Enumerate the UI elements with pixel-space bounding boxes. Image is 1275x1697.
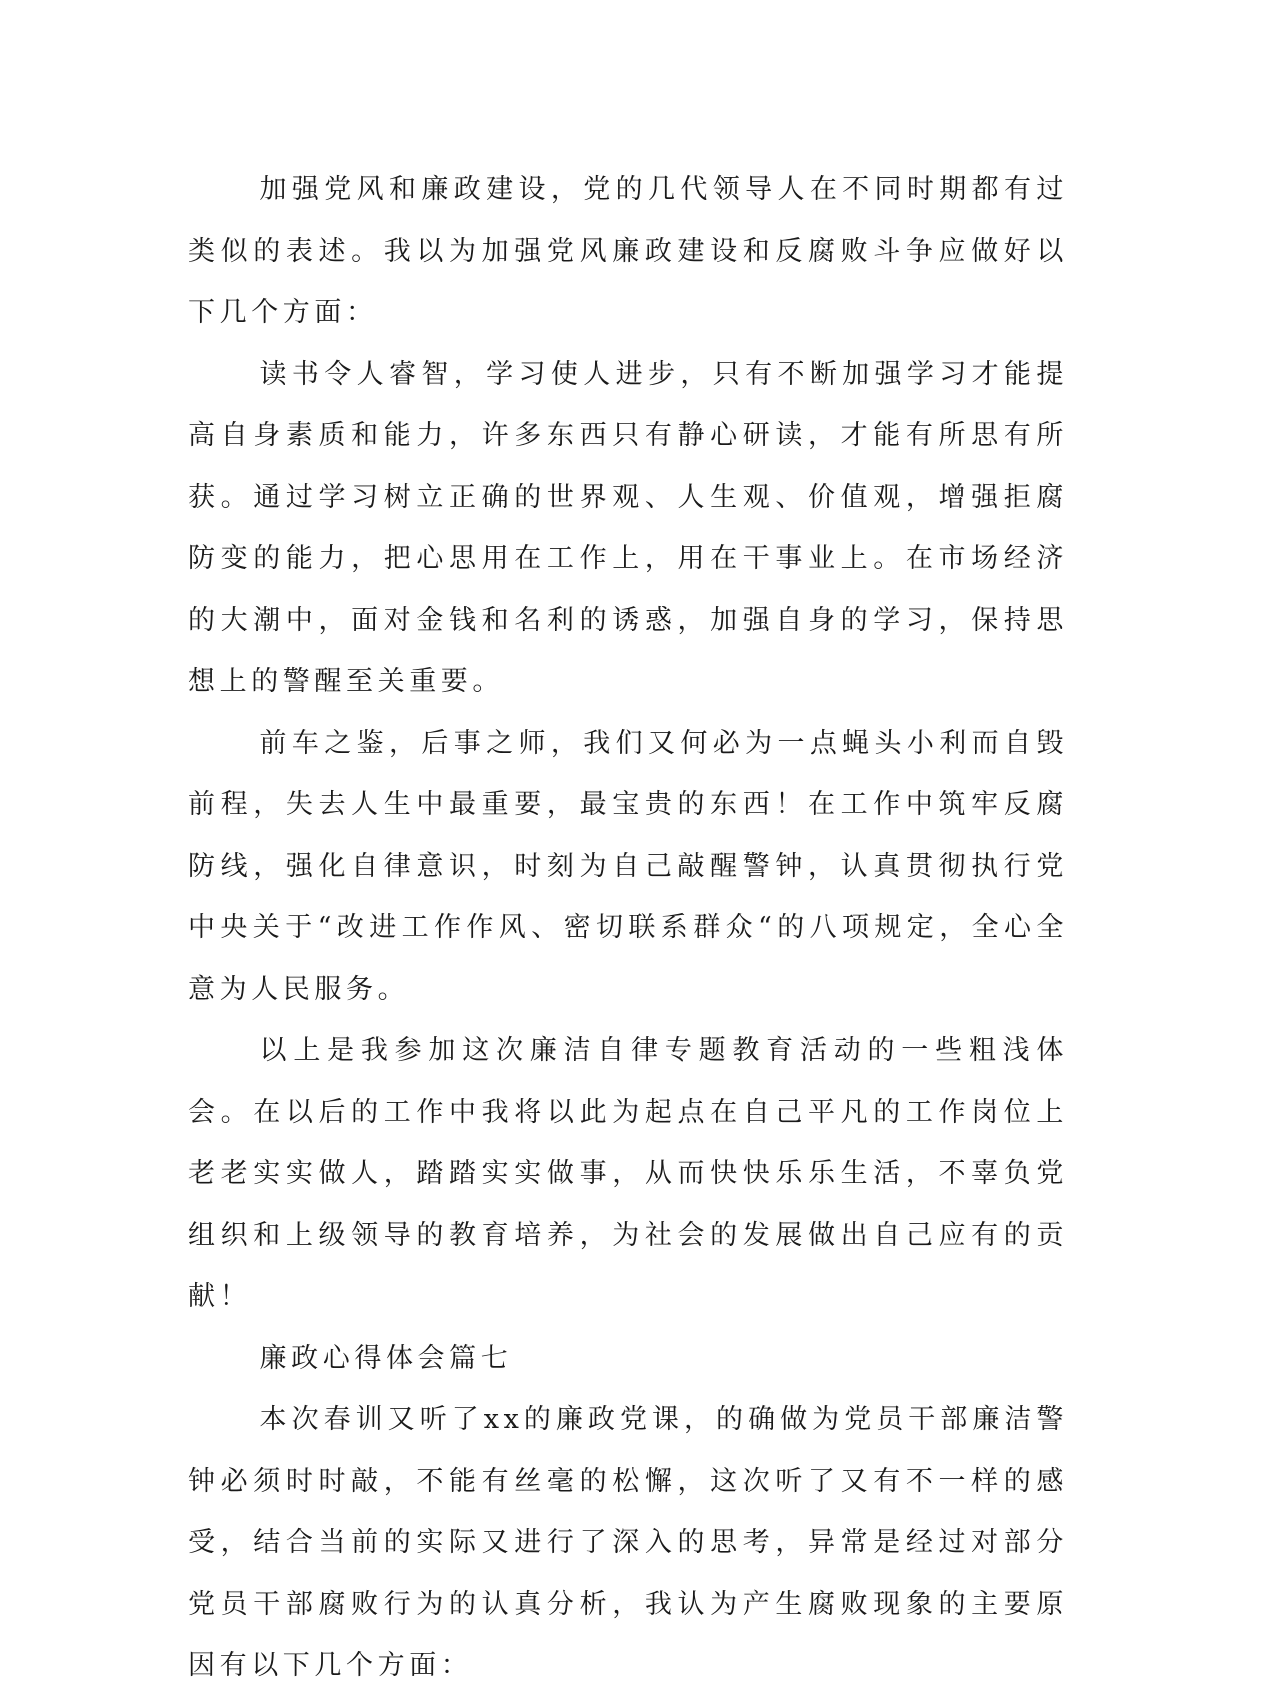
paragraph-intro: 加强党风和廉政建设，党的几代领导人在不同时期都有过类似的表述。我以为加强党风廉政建设和反腐败斗争应做好以下几个方面：	[188, 174, 1068, 328]
section-heading: 廉政心得体会篇七	[259, 1342, 513, 1374]
paragraph-conclusion: 以上是我参加这次廉洁自律专题教育活动的一些粗浅体会。在以后的工作中我将以此为起点在自己平凡的工作岗位上老老实实做人，踏踏实实做事，从而快快乐乐生活，不辜负党组织和上级领导的教育培养，为社会的发展做出自己应有的贡献！	[188, 1035, 1068, 1312]
paragraph-spring-training: 本次春训又听了xx的廉政党课，的确做为党员干部廉洁警钟必须时时敲，不能有丝毫的松懈，这次听了又有不一样的感受，结合当前的实际又进行了深入的思考，异常是经过对部分党员干部腐败行为的认真分析，我认为产生腐败现象的主要原因有以下几个方面：	[188, 1404, 1068, 1681]
paragraph-study: 读书令人睿智，学习使人进步，只有不断加强学习才能提高自身素质和能力，许多东西只有静心研读，才能有所思有所获。通过学习树立正确的世界观、人生观、价值观，增强拒腐防变的能力，把心思用在工作上，用在干事业上。在市场经济的大潮中，面对金钱和名利的诱惑，加强自身的学习，保持思想上的警醒至关重要。	[188, 358, 1068, 697]
document-body	[188, 159, 1068, 1697]
paragraph-lesson: 前车之鉴，后事之师，我们又何必为一点蝇头小利而自毁前程，失去人生中最重要，最宝贵的东西！在工作中筑牢反腐防线，强化自律意识，时刻为自己敲醒警钟，认真贯彻执行党中央关于“改进工作作风、密切联系群众“的八项规定，全心全意为人民服务。	[188, 727, 1068, 1005]
